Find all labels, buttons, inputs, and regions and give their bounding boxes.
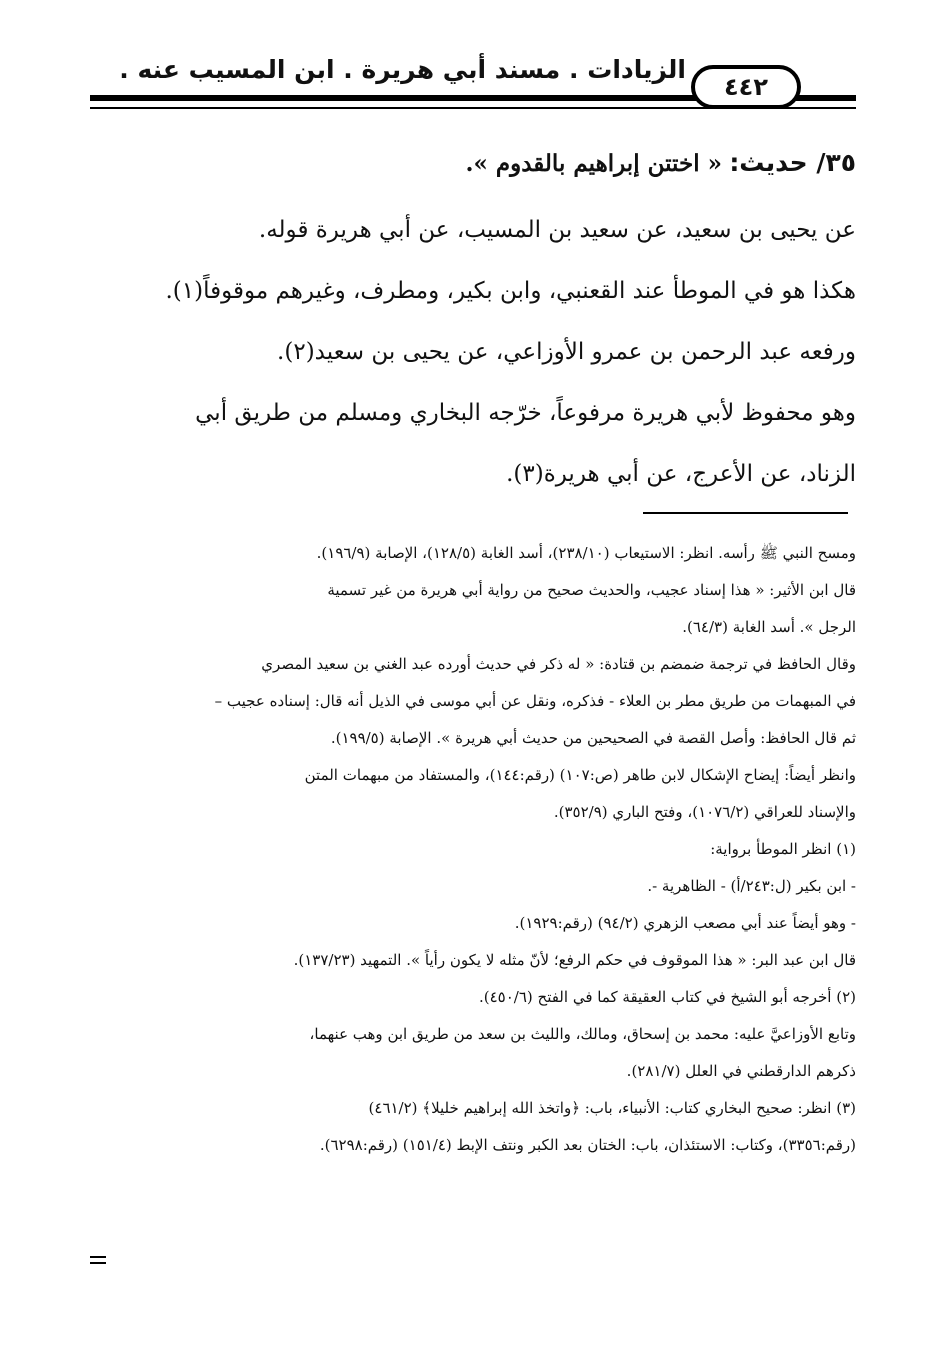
hadith-label: ٣٥/ حديث: xyxy=(729,148,856,177)
footnote-line-13: (٢) أخرجه أبو الشيخ في كتاب العقيقة كما في الفتح (٤٥٠/٦). xyxy=(478,988,856,1006)
main-line-5: الزناد، عن الأعرج، عن أبي هريرة(٣). xyxy=(506,461,856,487)
hadith-heading xyxy=(90,140,856,200)
running-title: الزيادات . مسند أبي هريرة . ابن المسيب عنه . xyxy=(119,55,686,84)
footnotes xyxy=(90,535,856,1164)
end-of-page-mark xyxy=(90,1256,106,1268)
hadith-matn: « اختتن إبراهيم بالقدوم ». xyxy=(465,150,722,177)
footnote-line-7: وانظر أيضاً: إيضاح الإشكال لابن طاهر (ص:١٠٧) (رقم:١٤٤)، والمستفاد من مبهمات المتن xyxy=(304,766,856,784)
footnote-line-16: (٣) انظر: صحيح البخاري كتاب: الأنبياء، باب: ﴿واتخذ الله إبراهيم خليلا﴾ (٤٦١/٢) xyxy=(368,1099,856,1117)
footnote-line-2: قال ابن الأثير: « هذا إسناد عجيب، والحديث صحيح من رواية أبي هريرة من غير تسمية xyxy=(327,581,856,599)
footnote-line-6: ثم قال الحافظ: وأصل القصة في الصحيحين من حديث أبي هريرة ». الإصابة (١٩٩/٥). xyxy=(330,729,856,747)
footnote-line-14: وتابع الأوزاعيَّ عليه: محمد بن إسحاق، ومالك، والليث بن سعد من طريق ابن وهب عنهما، xyxy=(309,1025,856,1043)
page-number-badge: ٤٤٢ xyxy=(691,65,801,109)
footnote-separator xyxy=(643,512,848,514)
footnote-line-1: ومسح النبي ﷺ رأسه. انظر: الاستيعاب (٢٣٨/١٠)، أسد الغابة (١٢٨/٥)، الإصابة (١٩٦/٩). xyxy=(316,544,856,562)
footnote-line-4: وقال الحافظ في ترجمة ضمضم بن قتادة: « له ذكر في حديث أورده عبد الغني بن سعيد المصري xyxy=(261,655,856,673)
footnote-line-12: قال ابن عبد البر: « هذا الموقوف في حكم الرفع؛ لأنّ مثله لا يكون رأياً ». التمهيد (١٣٧/٢٣). xyxy=(293,951,856,969)
main-text xyxy=(90,140,856,505)
footnote-line-10: - ابن بكير (ل:٢٤٣/أ) - الظاهرية -. xyxy=(647,877,856,895)
footnote-line-17: (رقم:٣٣٥٦)، وكتاب: الاستئذان، باب: الختان بعد الكبر ونتف الإبط (١٥١/٤) (رقم:٦٢٩٨). xyxy=(319,1136,856,1154)
footnote-line-9: (١) انظر الموطأ برواية: xyxy=(710,840,856,858)
footnote-line-11: - وهو أيضاً عند أبي مصعب الزهري (٩٤/٢) (رقم:١٩٢٩). xyxy=(514,914,856,932)
main-line-4: وهو محفوظ لأبي هريرة مرفوعاً، خرّجه البخاري ومسلم من طريق أبي xyxy=(195,400,856,426)
footnote-line-5: في المبهمات من طريق مطر بن العلاء - فذكره، ونقل عن أبي موسى في الذيل أنه قال: إسناده عجيب – xyxy=(214,692,856,710)
main-line-3: ورفعه عبد الرحمن بن عمرو الأوزاعي، عن يحيى بن سعيد(٢). xyxy=(277,339,856,365)
main-line-2: هكذا هو في الموطأ عند القعنبي، وابن بكير، ومطرف، وغيرهم موقوفاً(١). xyxy=(165,278,856,304)
footnote-line-15: ذكرهم الدارقطني في العلل (٢٨١/٧). xyxy=(626,1062,856,1080)
main-line-1: عن يحيى بن سعيد، عن سعيد بن المسيب، عن أبي هريرة قوله. xyxy=(258,217,856,243)
footnote-line-8: والإسناد للعراقي (١٠٧٦/٢)، وفتح الباري (٣٥٢/٩). xyxy=(553,803,856,821)
footnote-line-3: الرجل ». أسد الغابة (٦٤/٣). xyxy=(682,618,856,636)
page-header xyxy=(90,55,856,115)
